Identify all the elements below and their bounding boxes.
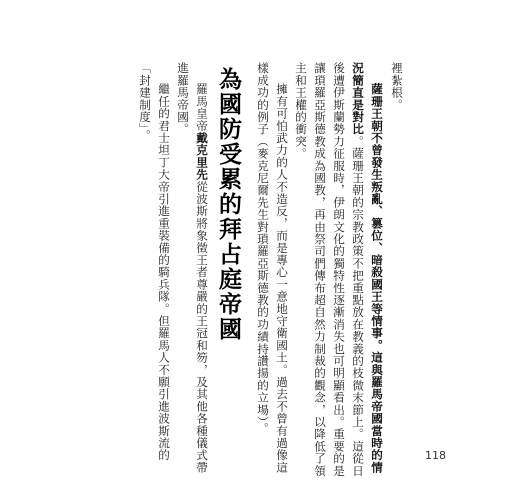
- text-column: [312, 62, 327, 477]
- text-run: 裡紮根。: [390, 62, 404, 111]
- text-run: 從波斯將象徵王者尊嚴的王冠和笏，及其他各種儀式帶: [195, 180, 209, 474]
- text-column: [274, 83, 289, 473]
- text-column: [255, 62, 270, 434]
- text-run: 「封建制度」。: [138, 62, 152, 142]
- text-column: [389, 62, 404, 111]
- text-run: 主和王權的衝突。: [294, 62, 308, 160]
- text-run: 羅馬皇帝: [195, 83, 209, 132]
- text-run: 後遭伊斯蘭勢力征服時，伊朗文化的獨特性逐漸消失也可明顯看出。重要的是: [332, 62, 346, 477]
- text-run: 進羅馬帝國。: [176, 62, 190, 136]
- text-column: [293, 62, 308, 160]
- bold-text-run: 況簡直是對比: [351, 62, 365, 136]
- text-column: [369, 83, 384, 473]
- text-run: 擁有可怕武力的人不造反，而是專心一意地守衛國土。過去不曾有過像這: [275, 83, 289, 474]
- text-column: [350, 62, 365, 477]
- text-column: [137, 62, 152, 142]
- bold-text-run: 戴克里先: [195, 131, 209, 181]
- text-column: [194, 83, 209, 473]
- section-heading: 為國防受累的拜占庭帝國: [215, 67, 242, 342]
- text-run: 。薩珊王朝的宗教政策不把重點放在教義的枝微末節上。這從日: [351, 135, 365, 477]
- text-column: [331, 62, 346, 477]
- text-column: [156, 83, 171, 461]
- text-run: 讓瑣羅亞斯德教成為國教，再由祭司們傳布超自然力制裁的觀念，以降低了領: [313, 62, 327, 477]
- page-number: 118: [425, 449, 446, 462]
- bold-text-run: 薩珊王朝不曾發生叛亂、篡位、暗殺國王等情事。這與羅馬帝國當時的情: [370, 83, 384, 474]
- text-column: [175, 62, 190, 135]
- text-run: 樣成功的例子（麥克尼爾先生對瑣羅亞斯德教的功績持讚揚的立場）。: [256, 62, 270, 435]
- text-run: 繼任的君士坦丁大帝引進重裝備的騎兵隊。但羅馬人不願引進波斯流的: [157, 83, 171, 462]
